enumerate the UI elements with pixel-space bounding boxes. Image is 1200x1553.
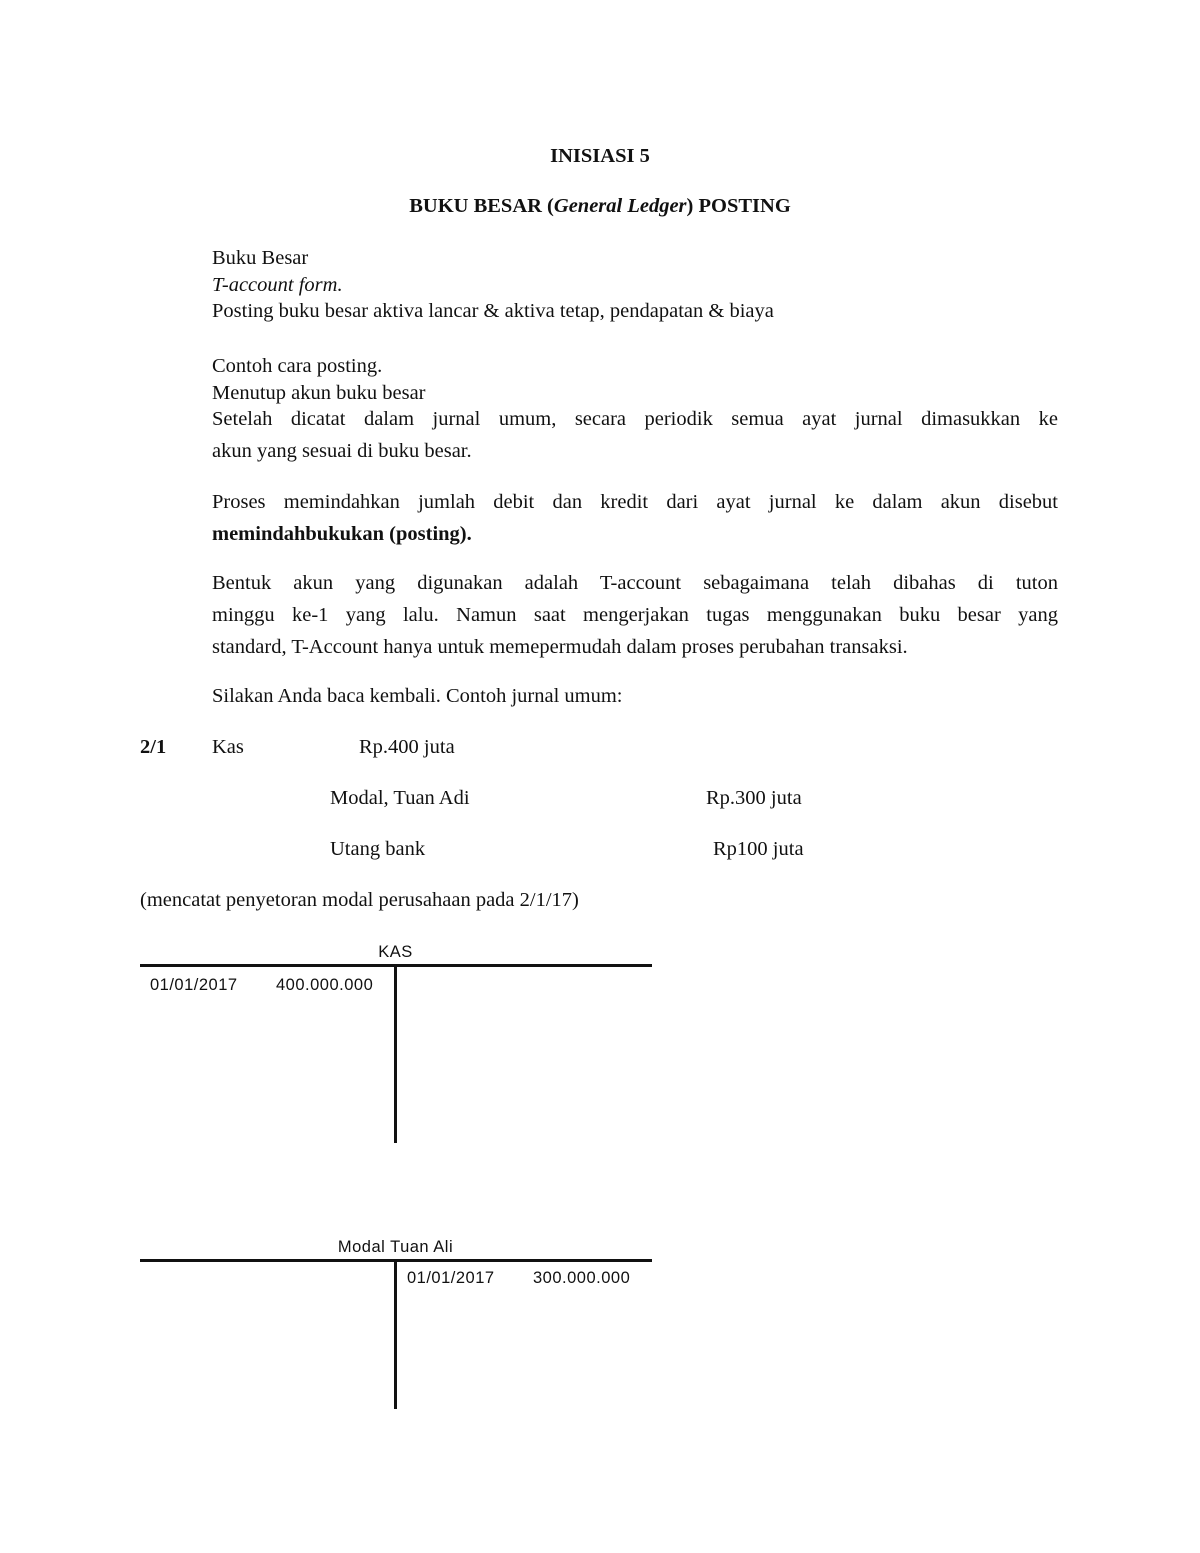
paragraph-1 (212, 403, 1058, 467)
paragraph-2-line-1: Proses memindahkan jumlah debit dan kredit dari ayat jurnal ke dalam akun disebut (212, 491, 1058, 513)
journal-debit-amount: Rp.400 juta (359, 736, 455, 758)
paragraph-3 (212, 567, 1058, 663)
journal-date: 2/1 (140, 736, 167, 758)
example-line-1: Contoh cara posting. (212, 355, 383, 377)
t-account-title: Modal Tuan Ali (337, 1238, 454, 1256)
journal-note: (mencatat penyetoran modal perusahaan pada 2/1/17) (140, 889, 579, 911)
document-subtitle (0, 193, 1200, 220)
subtitle-part1: BUKU BESAR ( (409, 195, 554, 217)
intro-line-2: T-account form. (212, 274, 343, 296)
journal-debit-account: Kas (212, 736, 244, 758)
journal-credit-account-1: Modal, Tuan Adi (330, 787, 470, 809)
paragraph-3-line-2: minggu ke-1 yang lalu. Namun saat mengerjakan tugas menggunakan buku besar yang (212, 604, 1058, 626)
paragraph-4: Silakan Anda baca kembali. Contoh jurnal umum: (212, 685, 623, 707)
journal-credit-amount-1: Rp.300 juta (706, 787, 802, 809)
paragraph-1-line-2: akun yang sesuai di buku besar. (212, 440, 472, 462)
t-account-credit-amount: 300.000.000 (533, 1269, 631, 1287)
subtitle-part2: ) POSTING (686, 195, 791, 217)
journal-credit-amount-2: Rp100 juta (713, 838, 804, 860)
t-account-title: KAS (378, 943, 413, 961)
example-line-2: Menutup akun buku besar (212, 382, 426, 404)
intro-line-1: Buku Besar (212, 247, 309, 269)
t-account-vertical-line (394, 964, 397, 1143)
paragraph-1-line-1: Setelah dicatat dalam jurnal umum, secara periodik semua ayat jurnal dimasukkan ke (212, 408, 1058, 430)
t-account-debit-date: 01/01/2017 (150, 976, 238, 994)
paragraph-2-bold: memindahbukukan (posting). (212, 523, 472, 545)
t-account-credit-date: 01/01/2017 (407, 1269, 495, 1287)
t-account-debit-amount: 400.000.000 (276, 976, 374, 994)
paragraph-3-line-3: standard, T-Account hanya untuk memepermudah dalam proses perubahan transaksi. (212, 636, 908, 658)
subtitle-italic: General Ledger (553, 195, 687, 217)
document-title: INISIASI 5 (550, 145, 650, 167)
intro-line-3: Posting buku besar aktiva lancar & aktiva tetap, pendapatan & biaya (212, 300, 774, 322)
paragraph-2 (212, 486, 1058, 550)
journal-credit-account-2: Utang bank (330, 838, 426, 860)
paragraph-3-line-1: Bentuk akun yang digunakan adalah T-account sebagaimana telah dibahas di tuton (212, 572, 1058, 594)
t-account-vertical-line (394, 1259, 397, 1409)
